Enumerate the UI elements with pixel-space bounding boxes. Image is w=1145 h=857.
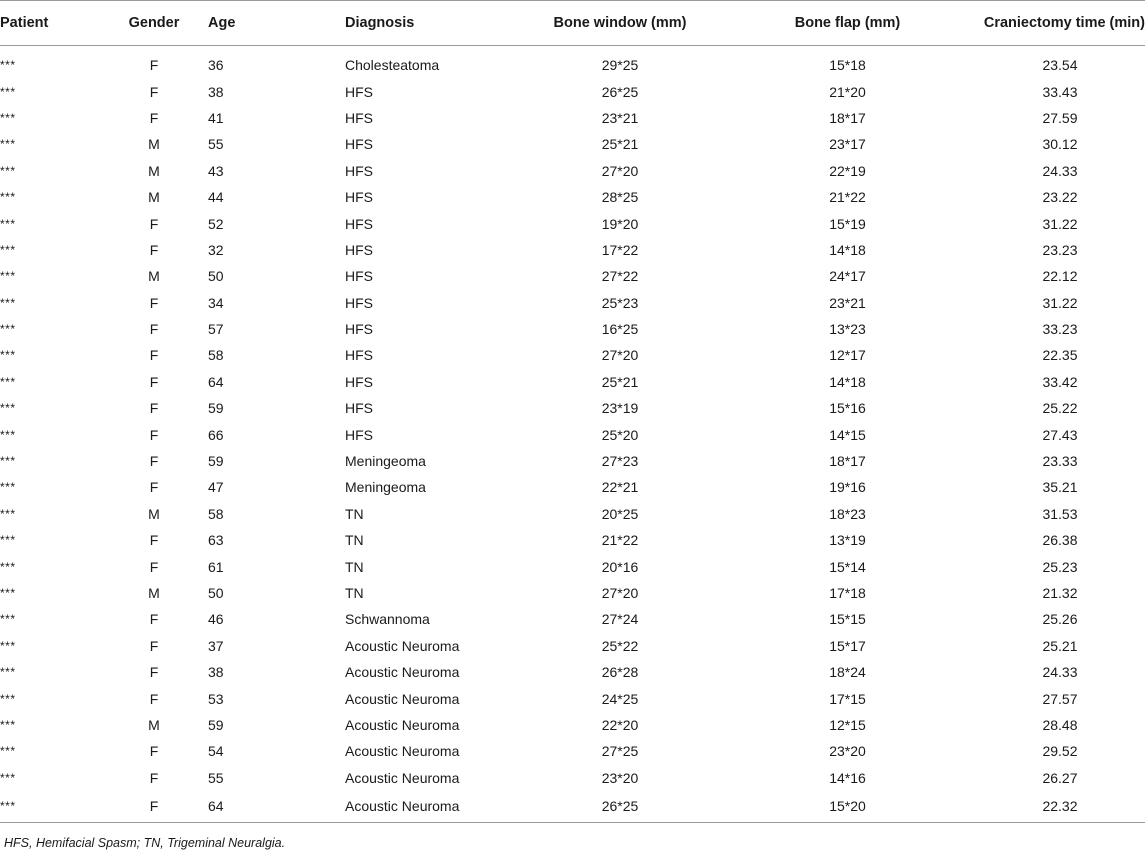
cell-patient: ***: [0, 348, 16, 363]
cell-gender: F: [149, 400, 159, 417]
cell-craniectomy-time: 22.32: [975, 791, 1145, 823]
table-row: [0, 474, 1145, 500]
cell-craniectomy-time: 27.59: [1042, 109, 1078, 126]
cell-bone-window: 26*25: [520, 791, 720, 823]
cell-bone-window: 28*25: [601, 189, 639, 206]
cell-gender: F: [149, 373, 159, 390]
cell-age: 47: [208, 479, 224, 496]
cell-bone-window: 27*20: [601, 585, 639, 601]
table-row: [0, 263, 1145, 289]
column-header-craniectomy-time: Craniectomy time (min): [975, 1, 1145, 46]
column-header-gender: Gender: [100, 1, 208, 46]
cell-bone-window: 23*21: [601, 109, 639, 126]
cell-bone-flap: 17*15: [829, 690, 866, 707]
cell-patient: ***: [0, 586, 16, 600]
cell-diagnosis: HFS: [345, 83, 373, 100]
cell-bone-window: 23*19: [601, 400, 639, 417]
table-row: [0, 369, 1145, 395]
table-row: [0, 316, 1145, 342]
cell-bone-flap: 23*17: [829, 136, 866, 153]
cell-diagnosis: TN: [345, 505, 364, 522]
cell-diagnosis: Schwannoma: [345, 611, 430, 628]
table-row: [0, 738, 1145, 764]
cell-diagnosis: HFS: [345, 294, 373, 311]
table-row: [0, 633, 1145, 659]
cell-diagnosis: HFS: [345, 215, 373, 232]
cell-diagnosis: HFS: [345, 241, 373, 258]
cell-diagnosis: Acoustic Neuroma: [345, 769, 460, 786]
cell-patient: ***: [0, 427, 16, 442]
column-header-patient: Patient: [0, 1, 100, 46]
cell-craniectomy-time: 29.52: [1042, 743, 1078, 760]
cell-patient: ***: [0, 84, 16, 99]
cell-patient: ***: [0, 322, 16, 337]
cell-diagnosis: HFS: [345, 109, 373, 126]
table-row: [0, 105, 1145, 131]
cell-patient: ***: [0, 401, 16, 416]
cell-craniectomy-time: 30.12: [1042, 136, 1078, 153]
table-row: [0, 395, 1145, 421]
cell-bone-flap: 14*18: [829, 241, 866, 258]
cell-bone-window: 22*21: [601, 479, 639, 496]
cell-patient: ***: [0, 665, 16, 680]
cell-age: 38: [208, 83, 224, 100]
table-row: [0, 158, 1145, 184]
cell-bone-flap: 15*15: [829, 611, 866, 628]
cell-bone-flap: 18*17: [829, 453, 866, 470]
cell-age: 59: [208, 400, 224, 417]
cell-craniectomy-time: 27.43: [1042, 426, 1078, 443]
cell-bone-flap: 24*17: [829, 268, 866, 285]
cell-diagnosis: HFS: [345, 373, 373, 390]
cell-patient: ***: [0, 744, 16, 759]
cell-age: 63: [208, 532, 224, 549]
cell-bone-window: 25*23: [601, 294, 639, 311]
cell-craniectomy-time: 25.21: [1042, 637, 1078, 654]
cell-craniectomy-time: 23.23: [1042, 241, 1078, 258]
cell-bone-flap: 23*21: [829, 294, 866, 311]
cell-bone-flap: 12*15: [829, 716, 866, 733]
cell-gender: M: [148, 505, 160, 522]
cell-age: 38: [208, 664, 224, 681]
cell-gender: F: [149, 637, 159, 654]
cell-bone-flap: 15*14: [829, 558, 866, 575]
cell-bone-window: 24*25: [601, 690, 639, 707]
table-row: [0, 791, 1145, 823]
cell-craniectomy-time: 35.21: [1042, 479, 1078, 496]
table-row: [0, 685, 1145, 711]
cell-age: 54: [208, 743, 224, 760]
cell-patient: ***: [0, 374, 16, 389]
cell-craniectomy-time: 25.26: [1042, 611, 1078, 628]
cell-gender: M: [148, 268, 160, 285]
cell-bone-window: 26*25: [601, 83, 639, 100]
cell-patient: ***: [0, 612, 16, 627]
table-row: [0, 46, 1145, 79]
table-row: [0, 606, 1145, 632]
cell-diagnosis: HFS: [345, 321, 373, 338]
cell-patient: ***: [0, 242, 16, 257]
cell-diagnosis: TN: [345, 532, 364, 549]
cell-gender: F: [149, 241, 159, 258]
cell-diagnosis: Acoustic Neuroma: [345, 716, 460, 733]
table-row: [0, 448, 1145, 474]
table-footnote: HFS, Hemifacial Spasm; TN, Trigeminal Neuralgia.: [4, 836, 286, 850]
cell-patient: ***: [0, 295, 16, 310]
cell-bone-flap: 14*15: [829, 426, 866, 443]
cell-craniectomy-time: 31.53: [1042, 505, 1078, 522]
cell-diagnosis: Meningeoma: [345, 479, 426, 496]
cell-bone-window: 23*20: [601, 769, 639, 786]
cell-gender: F: [100, 791, 208, 823]
table-row: [0, 78, 1145, 104]
cell-gender: F: [149, 347, 159, 364]
cell-gender: M: [148, 189, 160, 206]
cell-patient: ***: [0, 638, 16, 653]
cell-age: 41: [208, 109, 224, 126]
table-row: [0, 553, 1145, 579]
cell-age: 64: [208, 791, 345, 823]
cell-gender: F: [149, 743, 159, 760]
cell-craniectomy-time: 33.42: [1042, 373, 1078, 390]
cell-bone-flap: 12*17: [829, 347, 866, 364]
cell-patient: ***: [0, 691, 16, 706]
cell-bone-flap: 22*19: [829, 162, 866, 179]
table-row: [0, 659, 1145, 685]
cell-craniectomy-time: 23.54: [1042, 57, 1078, 74]
cell-bone-flap: 15*16: [829, 400, 866, 417]
table-body: [0, 46, 1145, 823]
cell-bone-window: 21*22: [601, 532, 639, 549]
cell-patient: ***: [0, 791, 100, 823]
table-row: [0, 501, 1145, 527]
cell-diagnosis: Acoustic Neuroma: [345, 637, 460, 654]
cell-bone-window: 27*22: [601, 268, 639, 285]
cell-gender: F: [149, 479, 159, 496]
cell-patient: ***: [0, 58, 16, 73]
cell-diagnosis: Acoustic Neuroma: [345, 791, 520, 823]
table-row: [0, 712, 1145, 738]
cell-age: 32: [208, 241, 224, 258]
cell-bone-window: 20*16: [601, 558, 639, 575]
table-header-row: [0, 1, 1145, 46]
cell-diagnosis: HFS: [345, 347, 373, 364]
cell-bone-window: 26*28: [601, 664, 639, 681]
cell-patient: ***: [0, 110, 16, 125]
column-header-bone-flap: Bone flap (mm): [720, 1, 975, 46]
cell-bone-window: 27*20: [601, 162, 639, 179]
table-row: [0, 527, 1145, 553]
cell-bone-flap: 13*19: [829, 532, 866, 549]
cell-gender: F: [149, 532, 159, 549]
cell-craniectomy-time: 24.33: [1042, 162, 1078, 179]
table-row: [0, 131, 1145, 157]
cell-patient: ***: [0, 770, 16, 785]
cell-bone-flap: 15*18: [829, 57, 866, 74]
cell-age: 52: [208, 215, 224, 232]
cell-gender: F: [149, 109, 159, 126]
table-row: [0, 290, 1145, 316]
cell-gender: F: [149, 664, 159, 681]
cell-patient: ***: [0, 190, 16, 205]
cell-craniectomy-time: 27.57: [1042, 690, 1078, 707]
cell-age: 46: [208, 611, 224, 628]
table-row: [0, 421, 1145, 447]
cell-bone-flap: 15*17: [829, 637, 866, 654]
cell-bone-window: 29*25: [601, 57, 639, 74]
cell-diagnosis: HFS: [345, 189, 373, 206]
cell-age: 59: [208, 716, 224, 733]
cell-gender: M: [148, 585, 160, 601]
cell-gender: F: [149, 611, 159, 628]
cell-patient: ***: [0, 506, 16, 521]
cell-craniectomy-time: 23.22: [1042, 189, 1078, 206]
cell-bone-window: 27*24: [601, 611, 639, 628]
cell-age: 64: [208, 373, 224, 390]
cell-gender: F: [149, 215, 159, 232]
cell-patient: ***: [0, 454, 16, 469]
cell-bone-flap: 23*20: [829, 743, 866, 760]
cell-craniectomy-time: 31.22: [1042, 294, 1078, 311]
cell-age: 61: [208, 558, 224, 575]
cell-age: 66: [208, 426, 224, 443]
cell-diagnosis: Acoustic Neuroma: [345, 690, 460, 707]
cell-age: 37: [208, 637, 224, 654]
cell-diagnosis: HFS: [345, 268, 373, 285]
table-row: [0, 765, 1145, 791]
cell-age: 58: [208, 505, 224, 522]
cell-bone-flap: 18*23: [829, 505, 866, 522]
cell-patient: ***: [0, 137, 16, 152]
cell-patient: ***: [0, 533, 16, 548]
cell-gender: F: [149, 558, 159, 575]
cell-craniectomy-time: 26.38: [1042, 532, 1078, 549]
cell-craniectomy-time: 33.43: [1042, 83, 1078, 100]
cell-bone-flap: 18*24: [829, 664, 866, 681]
cell-bone-window: 27*25: [601, 743, 639, 760]
cell-patient: ***: [0, 717, 16, 732]
cell-gender: M: [148, 716, 160, 733]
cell-gender: F: [149, 769, 159, 786]
table-row: [0, 210, 1145, 236]
cell-diagnosis: Acoustic Neuroma: [345, 664, 460, 681]
cell-age: 58: [208, 347, 224, 364]
cell-patient: ***: [0, 480, 16, 495]
table-row: [0, 237, 1145, 263]
cell-gender: F: [149, 294, 159, 311]
cell-craniectomy-time: 25.23: [1042, 558, 1078, 575]
cell-gender: F: [149, 690, 159, 707]
cell-craniectomy-time: 21.32: [1042, 585, 1078, 601]
cell-age: 55: [208, 769, 224, 786]
cell-bone-flap: 18*17: [829, 109, 866, 126]
cell-craniectomy-time: 22.35: [1042, 347, 1078, 364]
cell-bone-window: 27*20: [601, 347, 639, 364]
cell-age: 36: [208, 57, 224, 74]
cell-diagnosis: TN: [345, 585, 364, 601]
cell-gender: M: [148, 136, 160, 153]
cell-craniectomy-time: 25.22: [1042, 400, 1078, 417]
cell-gender: F: [149, 453, 159, 470]
cell-craniectomy-time: 26.27: [1042, 769, 1078, 786]
cell-bone-flap: 21*20: [829, 83, 866, 100]
cell-gender: F: [149, 426, 159, 443]
column-header-age: Age: [208, 1, 345, 46]
cell-age: 50: [208, 585, 224, 601]
cell-bone-flap: 14*18: [829, 373, 866, 390]
cell-bone-window: 25*21: [601, 136, 639, 153]
cell-bone-flap: 17*18: [829, 585, 866, 601]
cell-bone-window: 20*25: [601, 505, 639, 522]
cell-diagnosis: HFS: [345, 400, 373, 417]
cell-craniectomy-time: 24.33: [1042, 664, 1078, 681]
cell-age: 55: [208, 136, 224, 153]
cell-bone-window: 16*25: [601, 321, 639, 338]
cell-bone-flap: 13*23: [829, 321, 866, 338]
cell-bone-flap: 15*20: [720, 791, 975, 823]
cell-patient: ***: [0, 269, 16, 284]
cell-age: 43: [208, 162, 224, 179]
column-header-diagnosis: Diagnosis: [345, 1, 520, 46]
cell-diagnosis: Meningeoma: [345, 453, 426, 470]
table-row: [0, 184, 1145, 210]
column-header-bone-window: Bone window (mm): [520, 1, 720, 46]
cell-craniectomy-time: 33.23: [1042, 321, 1078, 338]
cell-bone-window: 17*22: [601, 241, 639, 258]
table-row: [0, 342, 1145, 368]
cell-diagnosis: Cholesteatoma: [345, 57, 440, 74]
cell-bone-flap: 19*16: [829, 479, 866, 496]
cell-bone-window: 25*21: [601, 373, 639, 390]
cell-patient: ***: [0, 163, 16, 178]
cell-bone-window: 22*20: [601, 716, 639, 733]
cell-age: 59: [208, 453, 224, 470]
cell-diagnosis: HFS: [345, 162, 373, 179]
cell-diagnosis: HFS: [345, 426, 373, 443]
cell-craniectomy-time: 22.12: [1042, 268, 1078, 285]
cell-craniectomy-time: 23.33: [1042, 453, 1078, 470]
cell-gender: M: [148, 162, 160, 179]
cell-age: 50: [208, 268, 224, 285]
cell-bone-window: 25*22: [601, 637, 639, 654]
cell-craniectomy-time: 28.48: [1042, 716, 1078, 733]
cell-patient: ***: [0, 216, 16, 231]
cell-age: 53: [208, 690, 224, 707]
cell-patient: ***: [0, 559, 16, 574]
cell-bone-flap: 15*19: [829, 215, 866, 232]
cell-gender: F: [149, 57, 159, 74]
cell-age: 34: [208, 294, 224, 311]
cell-age: 57: [208, 321, 224, 338]
cell-bone-flap: 21*22: [829, 189, 866, 206]
cell-diagnosis: TN: [345, 558, 364, 575]
cell-gender: F: [149, 321, 159, 338]
cell-diagnosis: HFS: [345, 136, 373, 153]
cell-diagnosis: Acoustic Neuroma: [345, 743, 460, 760]
cell-bone-window: 19*20: [601, 215, 639, 232]
cell-craniectomy-time: 31.22: [1042, 215, 1078, 232]
cell-age: 44: [208, 189, 224, 206]
cell-gender: F: [149, 83, 159, 100]
cell-bone-window: 25*20: [601, 426, 639, 443]
table-row: [0, 580, 1145, 606]
cell-bone-window: 27*23: [601, 453, 639, 470]
cell-bone-flap: 14*16: [829, 769, 866, 786]
